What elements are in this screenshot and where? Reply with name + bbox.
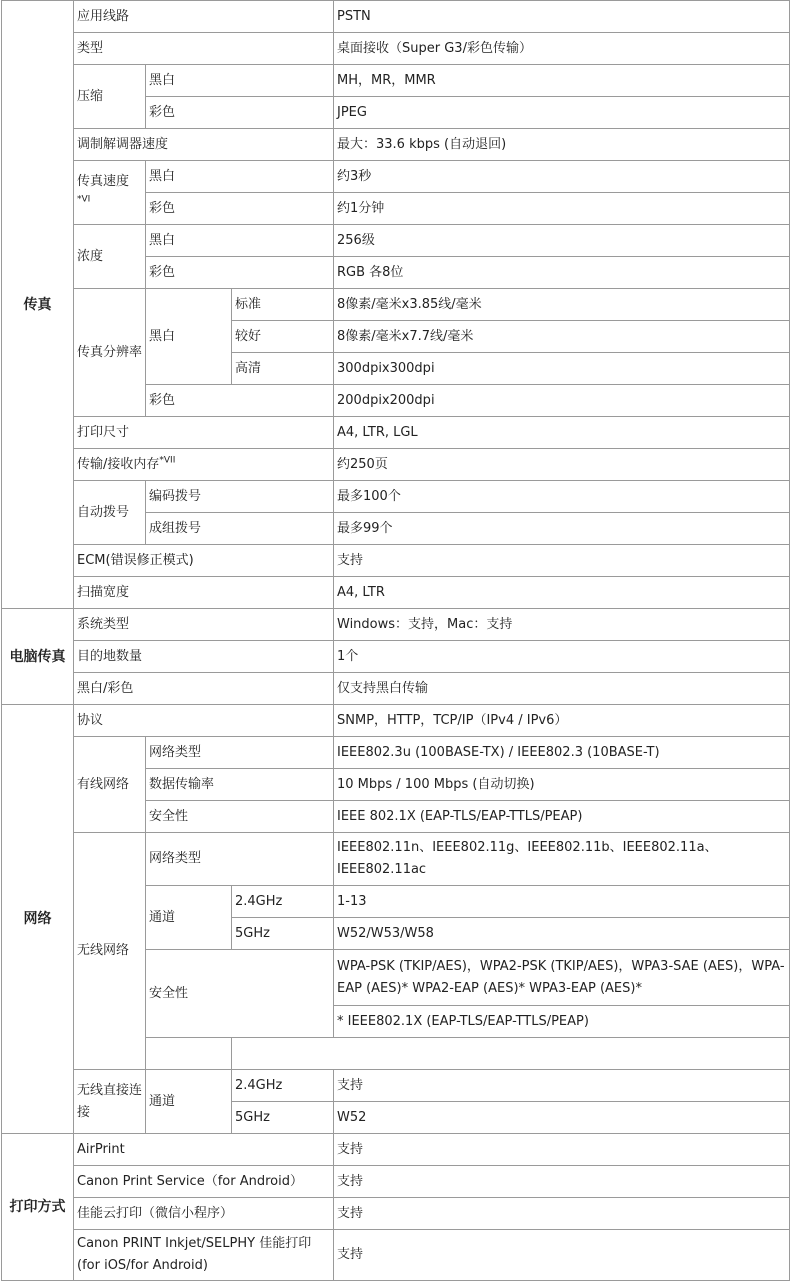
ecm-label: ECM(错误修正模式) bbox=[74, 545, 334, 577]
wireless-channel-label: 通道 bbox=[146, 886, 232, 950]
coded-dial-label: 编码拨号 bbox=[146, 481, 334, 513]
protocol-value: SNMP，HTTP，TCP/IP（IPv4 / IPv6） bbox=[334, 705, 790, 737]
group-dial-value: 最多99个 bbox=[334, 513, 790, 545]
wireless-spacer bbox=[146, 1038, 232, 1070]
print-size-label: 打印尺寸 bbox=[74, 417, 334, 449]
wired-type-label: 网络类型 bbox=[146, 737, 334, 769]
table-row bbox=[2, 833, 790, 886]
resolution-hd-value: 300dpix300dpi bbox=[334, 353, 790, 385]
bw-color-label: 黑白/彩色 bbox=[74, 673, 334, 705]
protocol-label: 协议 bbox=[74, 705, 334, 737]
table-row bbox=[2, 673, 790, 705]
table-row bbox=[2, 577, 790, 609]
wireless-type-label: 网络类型 bbox=[146, 833, 334, 886]
wireless-security-value1: WPA-PSK (TKIP/AES)，WPA2-PSK (TKIP/AES)，WPA3-SAE (AES)，WPA-EAP (AES)* WPA2-EAP (AES)* WPA3-EAP (AES)* bbox=[334, 950, 790, 1006]
table-row bbox=[2, 1198, 790, 1230]
table-row bbox=[2, 225, 790, 257]
direct-band2-label: 5GHz bbox=[232, 1102, 334, 1134]
spec-table bbox=[1, 0, 790, 1281]
coded-dial-value: 最多100个 bbox=[334, 481, 790, 513]
modem-label: 调制解调器速度 bbox=[74, 129, 334, 161]
density-bw-value: 256级 bbox=[334, 225, 790, 257]
dest-value: 1个 bbox=[334, 641, 790, 673]
auto-dial-label: 自动拨号 bbox=[74, 481, 146, 545]
footnote-mark: *VI bbox=[77, 194, 91, 205]
resolution-label: 传真分辨率 bbox=[74, 289, 146, 417]
table-row bbox=[2, 737, 790, 769]
wired-security-label: 安全性 bbox=[146, 801, 334, 833]
os-label: 系统类型 bbox=[74, 609, 334, 641]
fax-speed-color-value: 约1分钟 bbox=[334, 193, 790, 225]
resolution-hd-label: 高清 bbox=[232, 353, 334, 385]
density-color-value: RGB 各8位 bbox=[334, 257, 790, 289]
fax-speed-bw-label: 黑白 bbox=[146, 161, 334, 193]
table-row bbox=[2, 705, 790, 737]
group-pc-fax: 电脑传真 bbox=[2, 609, 74, 705]
wired-type-value: IEEE802.3u (100BASE-TX) / IEEE802.3 (10BASE-T) bbox=[334, 737, 790, 769]
density-bw-label: 黑白 bbox=[146, 225, 334, 257]
print-size-value: A4, LTR, LGL bbox=[334, 417, 790, 449]
fax-speed-bw-value: 约3秒 bbox=[334, 161, 790, 193]
fax-speed-label: 传真速度 $^{*VI}$ bbox=[74, 161, 146, 225]
wired-rate-label: 数据传输率 bbox=[146, 769, 334, 801]
table-row bbox=[2, 609, 790, 641]
table-row bbox=[2, 289, 790, 321]
table-row bbox=[2, 65, 790, 97]
type-value: 桌面接收（Super G3/彩色传输） bbox=[334, 33, 790, 65]
wireless-band1-label: 2.4GHz bbox=[232, 886, 334, 918]
direct-band1-label: 2.4GHz bbox=[232, 1070, 334, 1102]
direct-band1-value: 支持 bbox=[334, 1070, 790, 1102]
airprint-value: 支持 bbox=[334, 1134, 790, 1166]
wireless-band1-value: 1-13 bbox=[334, 886, 790, 918]
direct-band2-value: W52 bbox=[334, 1102, 790, 1134]
inkjet-value: 支持 bbox=[334, 1230, 790, 1281]
bw-color-value: 仅支持黑白传输 bbox=[334, 673, 790, 705]
wired-label: 有线网络 bbox=[74, 737, 146, 833]
memory-value: 约250页 bbox=[334, 449, 790, 481]
table-row bbox=[2, 417, 790, 449]
ecm-value: 支持 bbox=[334, 545, 790, 577]
memory-label: 传输/接收内存$^{*VII}$ bbox=[74, 449, 334, 481]
type-label: 类型 bbox=[74, 33, 334, 65]
resolution-fine-value: 8像素/毫米x7.7线/毫米 bbox=[334, 321, 790, 353]
density-label: 浓度 bbox=[74, 225, 146, 289]
table-row bbox=[2, 1134, 790, 1166]
table-row bbox=[2, 449, 790, 481]
line-value: PSTN bbox=[334, 1, 790, 33]
table-row bbox=[2, 641, 790, 673]
inkjet-label: Canon PRINT Inkjet/SELPHY 佳能打印(for iOS/for Android) bbox=[74, 1230, 334, 1281]
wireless-type-value: IEEE802.11n、IEEE802.11g、IEEE802.11b、IEEE802.11a、IEEE802.11ac bbox=[334, 833, 790, 886]
resolution-fine-label: 较好 bbox=[232, 321, 334, 353]
cloud-value: 支持 bbox=[334, 1198, 790, 1230]
wireless-label: 无线网络 bbox=[74, 833, 146, 1070]
scan-width-value: A4, LTR bbox=[334, 577, 790, 609]
table-row bbox=[2, 33, 790, 65]
compression-color-value: JPEG bbox=[334, 97, 790, 129]
wireless-band2-label: 5GHz bbox=[232, 918, 334, 950]
table-row bbox=[2, 161, 790, 193]
compression-bw-value: MH，MR，MMR bbox=[334, 65, 790, 97]
group-network: 网络 bbox=[2, 705, 74, 1134]
table-row bbox=[2, 545, 790, 577]
os-value: Windows：支持，Mac：支持 bbox=[334, 609, 790, 641]
wireless-spacer-cell bbox=[232, 1038, 790, 1070]
resolution-standard-value: 8像素/毫米x3.85线/毫米 bbox=[334, 289, 790, 321]
dest-label: 目的地数量 bbox=[74, 641, 334, 673]
group-print: 打印方式 bbox=[2, 1134, 74, 1281]
group-dial-label: 成组拨号 bbox=[146, 513, 334, 545]
table-row bbox=[2, 1070, 790, 1102]
table-row bbox=[2, 129, 790, 161]
table-row bbox=[2, 1230, 790, 1281]
resolution-standard-label: 标准 bbox=[232, 289, 334, 321]
wired-security-value: IEEE 802.1X (EAP-TLS/EAP-TTLS/PEAP) bbox=[334, 801, 790, 833]
airprint-label: AirPrint bbox=[74, 1134, 334, 1166]
cps-label: Canon Print Service（for Android） bbox=[74, 1166, 334, 1198]
compression-label: 压缩 bbox=[74, 65, 146, 129]
compression-color-label: 彩色 bbox=[146, 97, 334, 129]
cps-value: 支持 bbox=[334, 1166, 790, 1198]
direct-channel-label: 通道 bbox=[146, 1070, 232, 1134]
wired-rate-value: 10 Mbps / 100 Mbps (自动切换) bbox=[334, 769, 790, 801]
footnote-mark: *VII bbox=[159, 455, 176, 466]
density-color-label: 彩色 bbox=[146, 257, 334, 289]
resolution-color-value: 200dpix200dpi bbox=[334, 385, 790, 417]
wireless-security-value2: * IEEE802.1X (EAP-TLS/EAP-TTLS/PEAP) bbox=[334, 1006, 790, 1038]
modem-value: 最大：33.6 kbps (自动退回) bbox=[334, 129, 790, 161]
group-fax: 传真 bbox=[2, 1, 74, 609]
table-row bbox=[2, 1166, 790, 1198]
table-row bbox=[2, 481, 790, 513]
resolution-bw-label: 黑白 bbox=[146, 289, 232, 385]
wireless-security-label: 安全性 bbox=[146, 950, 334, 1038]
wireless-band2-value: W52/W53/W58 bbox=[334, 918, 790, 950]
table-row bbox=[2, 1, 790, 33]
line-label: 应用线路 bbox=[74, 1, 334, 33]
cloud-label: 佳能云打印（微信小程序） bbox=[74, 1198, 334, 1230]
compression-bw-label: 黑白 bbox=[146, 65, 334, 97]
resolution-color-label: 彩色 bbox=[146, 385, 334, 417]
scan-width-label: 扫描宽度 bbox=[74, 577, 334, 609]
fax-speed-color-label: 彩色 bbox=[146, 193, 334, 225]
direct-label: 无线直接连接 bbox=[74, 1070, 146, 1134]
